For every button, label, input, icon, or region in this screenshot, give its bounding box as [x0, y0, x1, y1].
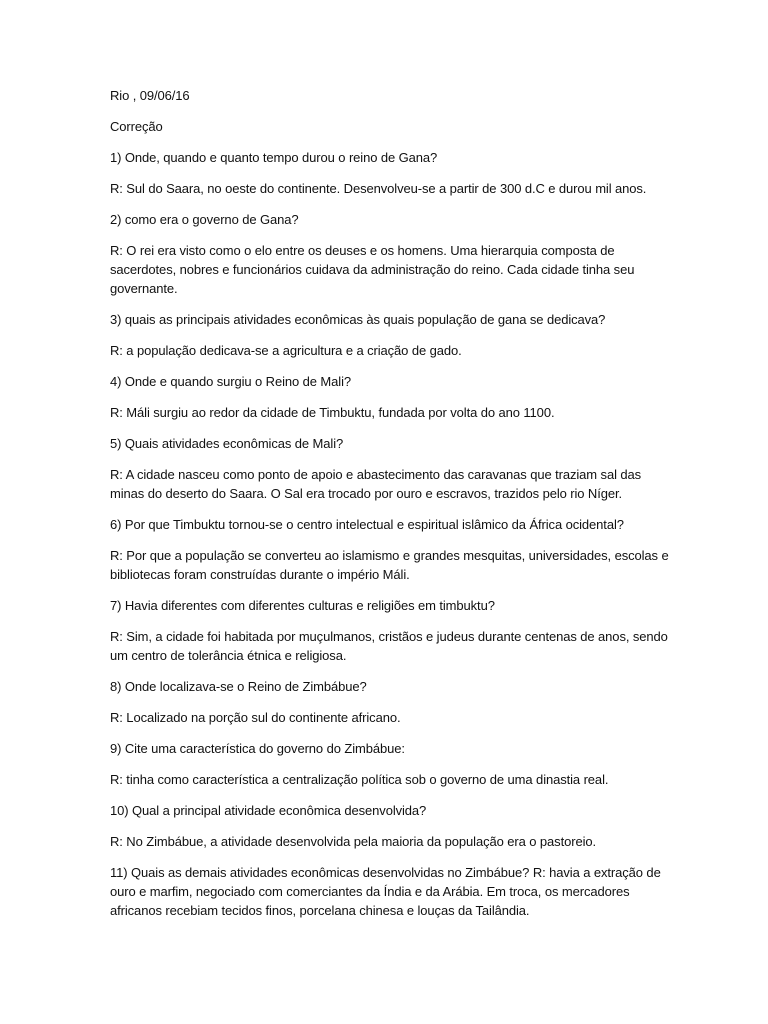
question-2: 2) como era o governo de Gana? [110, 212, 299, 227]
question-8: 8) Onde localizava-se o Reino de Zimbábue? [110, 679, 367, 694]
question-1: 1) Onde, quando e quanto tempo durou o reino de Gana? [110, 150, 438, 165]
answer-2: R: O rei era visto como o elo entre os deuses e os homens. Uma hierarquia composta de sacerdotes, nobres e funcionários cuidava da administração do reino. Cada cidade tinha seu governante. [110, 243, 635, 296]
question-9: 9) Cite uma característica do governo do Zimbábue: [110, 741, 405, 756]
question-4: 4) Onde e quando surgiu o Reino de Mali? [110, 374, 351, 389]
answer-5: R: A cidade nasceu como ponto de apoio e abastecimento das caravanas que traziam sal das minas do deserto do Saara. O Sal era trocado por ouro e escravos, trazidos pelo rio Níger. [110, 467, 642, 501]
answer-9: R: tinha como característica a centralização política sob o governo de uma dinastia real. [110, 772, 609, 787]
answer-3: R: a população dedicava-se a agricultura e a criação de gado. [110, 343, 462, 358]
question-6: 6) Por que Timbuktu tornou-se o centro intelectual e espiritual islâmico da África ocidental? [110, 517, 624, 532]
document-heading: Correção [110, 119, 163, 134]
answer-4: R: Máli surgiu ao redor da cidade de Timbuktu, fundada por volta do ano 1100. [110, 405, 555, 420]
answer-8: R: Localizado na porção sul do continente africano. [110, 710, 401, 725]
answer-6: R: Por que a população se converteu ao islamismo e grandes mesquitas, universidades, escolas e bibliotecas foram construídas durante o império Máli. [110, 548, 669, 582]
question-7: 7) Havia diferentes com diferentes culturas e religiões em timbuktu? [110, 598, 495, 613]
document-body [110, 86, 670, 932]
answer-1: R: Sul do Saara, no oeste do continente. Desenvolveu-se a partir de 300 d.C e durou mil anos. [110, 181, 647, 196]
answer-10: R: No Zimbábue, a atividade desenvolvida pela maioria da população era o pastoreio. [110, 834, 597, 849]
question-5: 5) Quais atividades econômicas de Mali? [110, 436, 344, 451]
date-line: Rio , 09/06/16 [110, 88, 190, 103]
question-3: 3) quais as principais atividades econômicas às quais população de gana se dedicava? [110, 312, 606, 327]
question-answer-11: 11) Quais as demais atividades econômicas desenvolvidas no Zimbábue? R: havia a extração de ouro e marfim, negociado com comerciantes da Índia e da Arábia. Em troca, os mercadores africanos recebiam tecidos finos, porcelana chinesa e louças da Tailândia. [110, 865, 661, 918]
question-10: 10) Qual a principal atividade econômica desenvolvida? [110, 803, 427, 818]
answer-7: R: Sim, a cidade foi habitada por muçulmanos, cristãos e judeus durante centenas de anos, sendo um centro de tolerância étnica e religiosa. [110, 629, 668, 663]
